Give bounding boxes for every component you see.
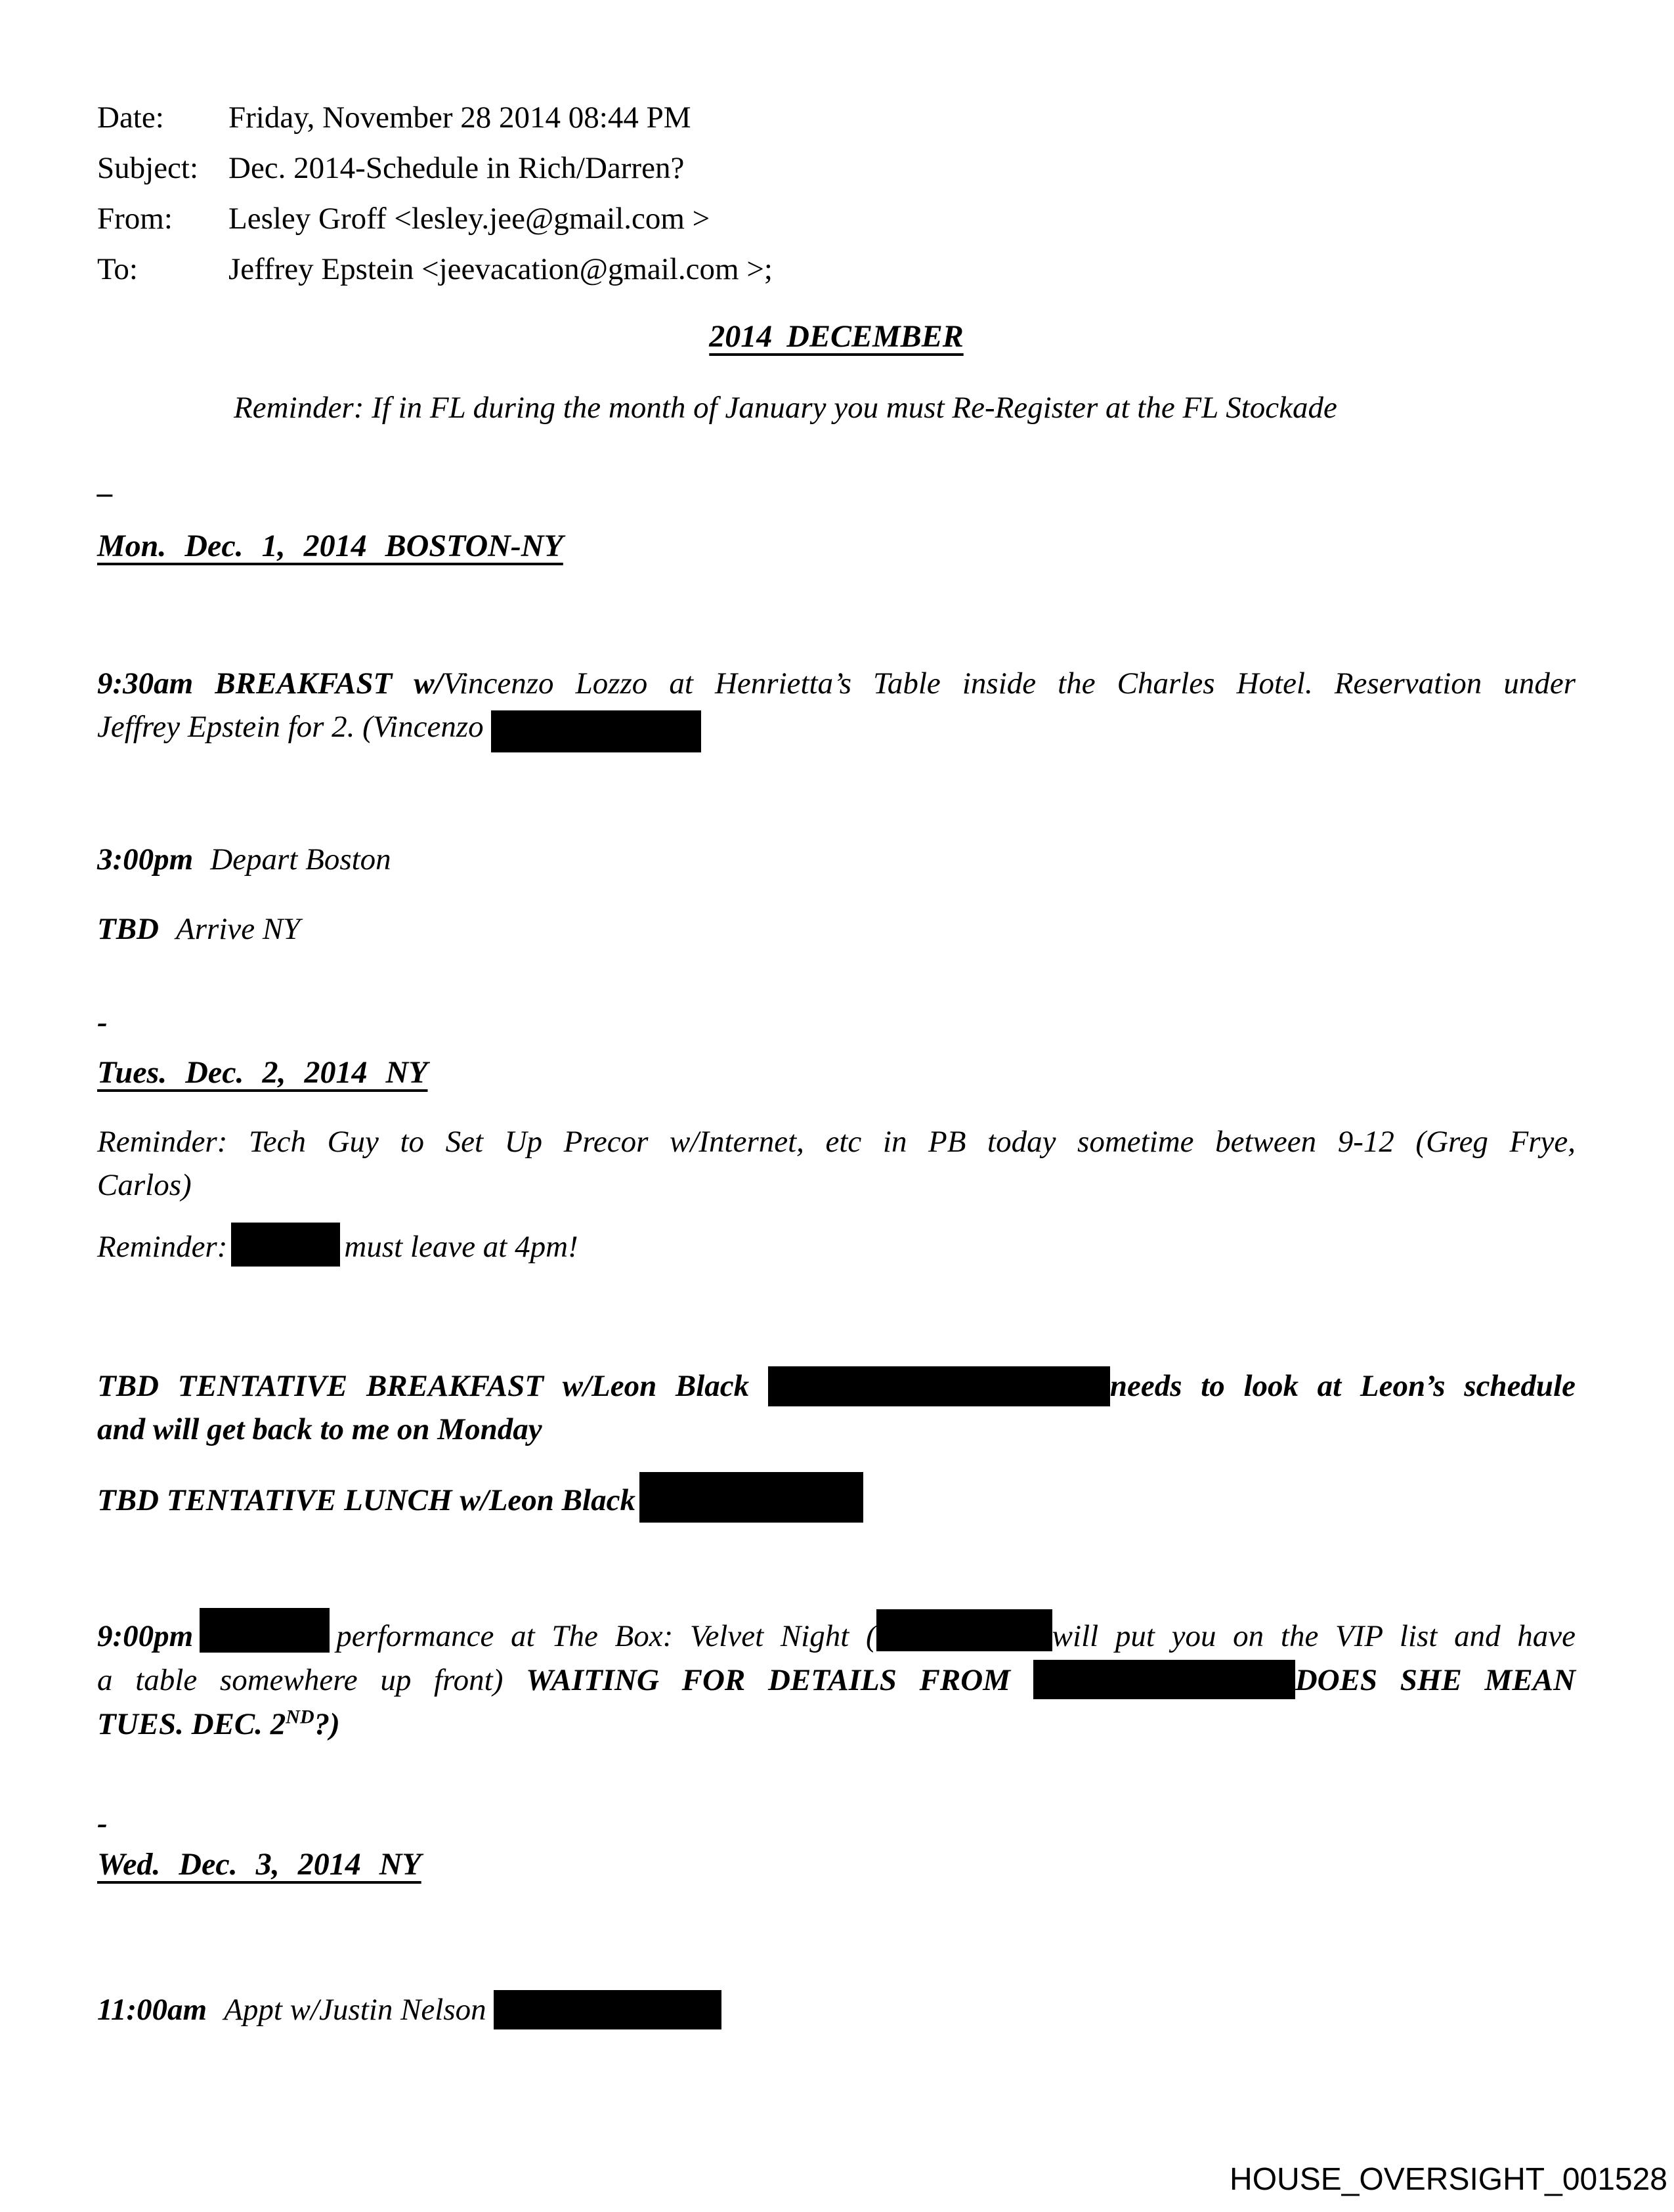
header-row-to — [97, 250, 1576, 288]
day-heading-dec2-text: Tues. Dec. 2, 2014 NY — [97, 1055, 428, 1090]
tentative-breakfast-line-1 — [97, 1364, 1576, 1408]
email-header — [97, 98, 1576, 288]
entry-tech-reminder — [97, 1120, 1576, 1207]
depart-time: 3:00pm — [97, 842, 194, 877]
redaction-box — [200, 1608, 330, 1653]
tentative-breakfast-line-2: and will get back to me on Monday — [97, 1412, 542, 1446]
schedule-body — [97, 318, 1576, 2031]
day-heading-dec2 — [97, 1053, 1576, 1093]
breakfast-line-2 — [97, 705, 1576, 752]
redaction-box — [639, 1472, 863, 1523]
the-box-text-3b: ?) — [314, 1707, 340, 1741]
breakfast-time: 9:30am BREAKFAST w/ — [97, 666, 443, 701]
page-title-row — [97, 318, 1576, 355]
breakfast-line-1 — [97, 662, 1576, 705]
appt-time: 11:00am — [97, 1993, 207, 2027]
day-heading-dec3-text: Wed. Dec. 3, 2014 NY — [97, 1847, 421, 1882]
header-row-date — [97, 98, 1576, 137]
redaction-box — [491, 710, 701, 752]
the-box-time: 9:00pm — [97, 1619, 194, 1653]
the-box-superscript: ND — [286, 1706, 314, 1728]
redaction-box — [876, 1609, 1052, 1651]
breakfast-text-2: Jeffrey Epstein for 2. (Vincenzo — [97, 710, 492, 744]
separator-dash-3: - — [97, 1806, 108, 1840]
separator-dash-1: – — [97, 476, 113, 510]
leave-reminder-suffix: must leave at 4pm! — [344, 1230, 578, 1264]
date-value: Friday, November 28 2014 08:44 PM — [228, 100, 691, 135]
arrive-text: Arrive NY — [176, 912, 301, 946]
tentative-breakfast-text-1: TBD TENTATIVE BREAKFAST w/Leon Black — [97, 1369, 768, 1403]
the-box-text-3a: TUES. DEC. 2 — [97, 1707, 286, 1741]
tech-reminder-line-2: Carlos) — [97, 1168, 192, 1202]
appt-text: Appt w/Justin Nelson — [224, 1993, 494, 2027]
day-heading-dec3 — [97, 1845, 1576, 1884]
the-box-line-3 — [97, 1702, 1576, 1746]
entry-depart — [97, 840, 1576, 878]
the-box-text-1a: performance at The Box: Velvet Night ( — [336, 1619, 876, 1653]
tech-reminder-line-1: Reminder: Tech Guy to Set Up Precor w/Internet, etc in PB today sometime between 9-12 (Greg Frye, — [97, 1125, 1576, 1159]
document-content — [97, 98, 1576, 2031]
to-value: Jeffrey Epstein <jeevacation@gmail.com >; — [228, 252, 773, 286]
entry-arrive — [97, 910, 1576, 948]
tentative-breakfast-text-2: needs to look at Leon’s schedule — [1109, 1369, 1576, 1403]
leave-reminder-prefix: Reminder: — [97, 1230, 228, 1264]
the-box-line-2 — [97, 1659, 1576, 1702]
the-box-text-2b: WAITING FOR DETAILS FROM — [526, 1663, 1033, 1697]
from-label: From: — [97, 202, 173, 236]
fl-reminder: Reminder: If in FL during the month of January you must Re-Register at the FL Stockade — [234, 391, 1337, 425]
the-box-text-2c: DOES SHE MEAN — [1295, 1663, 1576, 1697]
header-row-subject — [97, 149, 1576, 187]
redaction-box — [1033, 1660, 1295, 1699]
entry-tentative-lunch — [97, 1472, 1576, 1524]
to-label: To: — [97, 252, 138, 286]
separator-dash-2: - — [97, 1005, 108, 1039]
entry-breakfast-dec1 — [97, 662, 1576, 752]
from-value: Lesley Groff <lesley.jee@gmail.com > — [228, 202, 710, 236]
tentative-lunch-text: TBD TENTATIVE LUNCH w/Leon Black — [97, 1483, 635, 1517]
subject-value: Dec. 2014-Schedule in Rich/Darren? — [228, 151, 685, 185]
entry-leave-reminder — [97, 1223, 1576, 1270]
day-heading-dec1-text: Mon. Dec. 1, 2014 BOSTON-NY — [97, 529, 563, 563]
bates-number: HOUSE_OVERSIGHT_001528 — [1230, 2162, 1667, 2197]
arrive-time: TBD — [97, 912, 159, 946]
breakfast-text-1: Vincenzo Lozzo at Henrietta’s Table inside the Charles Hotel. Reservation under — [442, 666, 1576, 701]
entry-appt — [97, 1988, 1576, 2031]
page-title: 2014 DECEMBER — [709, 319, 964, 354]
the-box-text-2a: a table somewhere up front) — [97, 1663, 526, 1697]
depart-text: Depart Boston — [210, 842, 391, 877]
redaction-box — [494, 1990, 721, 2029]
the-box-text-1b: will put you on the VIP list and have — [1052, 1619, 1576, 1653]
header-row-from — [97, 200, 1576, 238]
entry-the-box — [97, 1608, 1576, 1746]
the-box-line-1 — [97, 1608, 1576, 1659]
date-label: Date: — [97, 100, 164, 135]
subject-label: Subject: — [97, 151, 199, 185]
entry-tentative-breakfast — [97, 1364, 1576, 1451]
redaction-box — [231, 1223, 340, 1267]
day-heading-dec1 — [97, 527, 1576, 566]
redaction-box — [768, 1366, 1110, 1406]
